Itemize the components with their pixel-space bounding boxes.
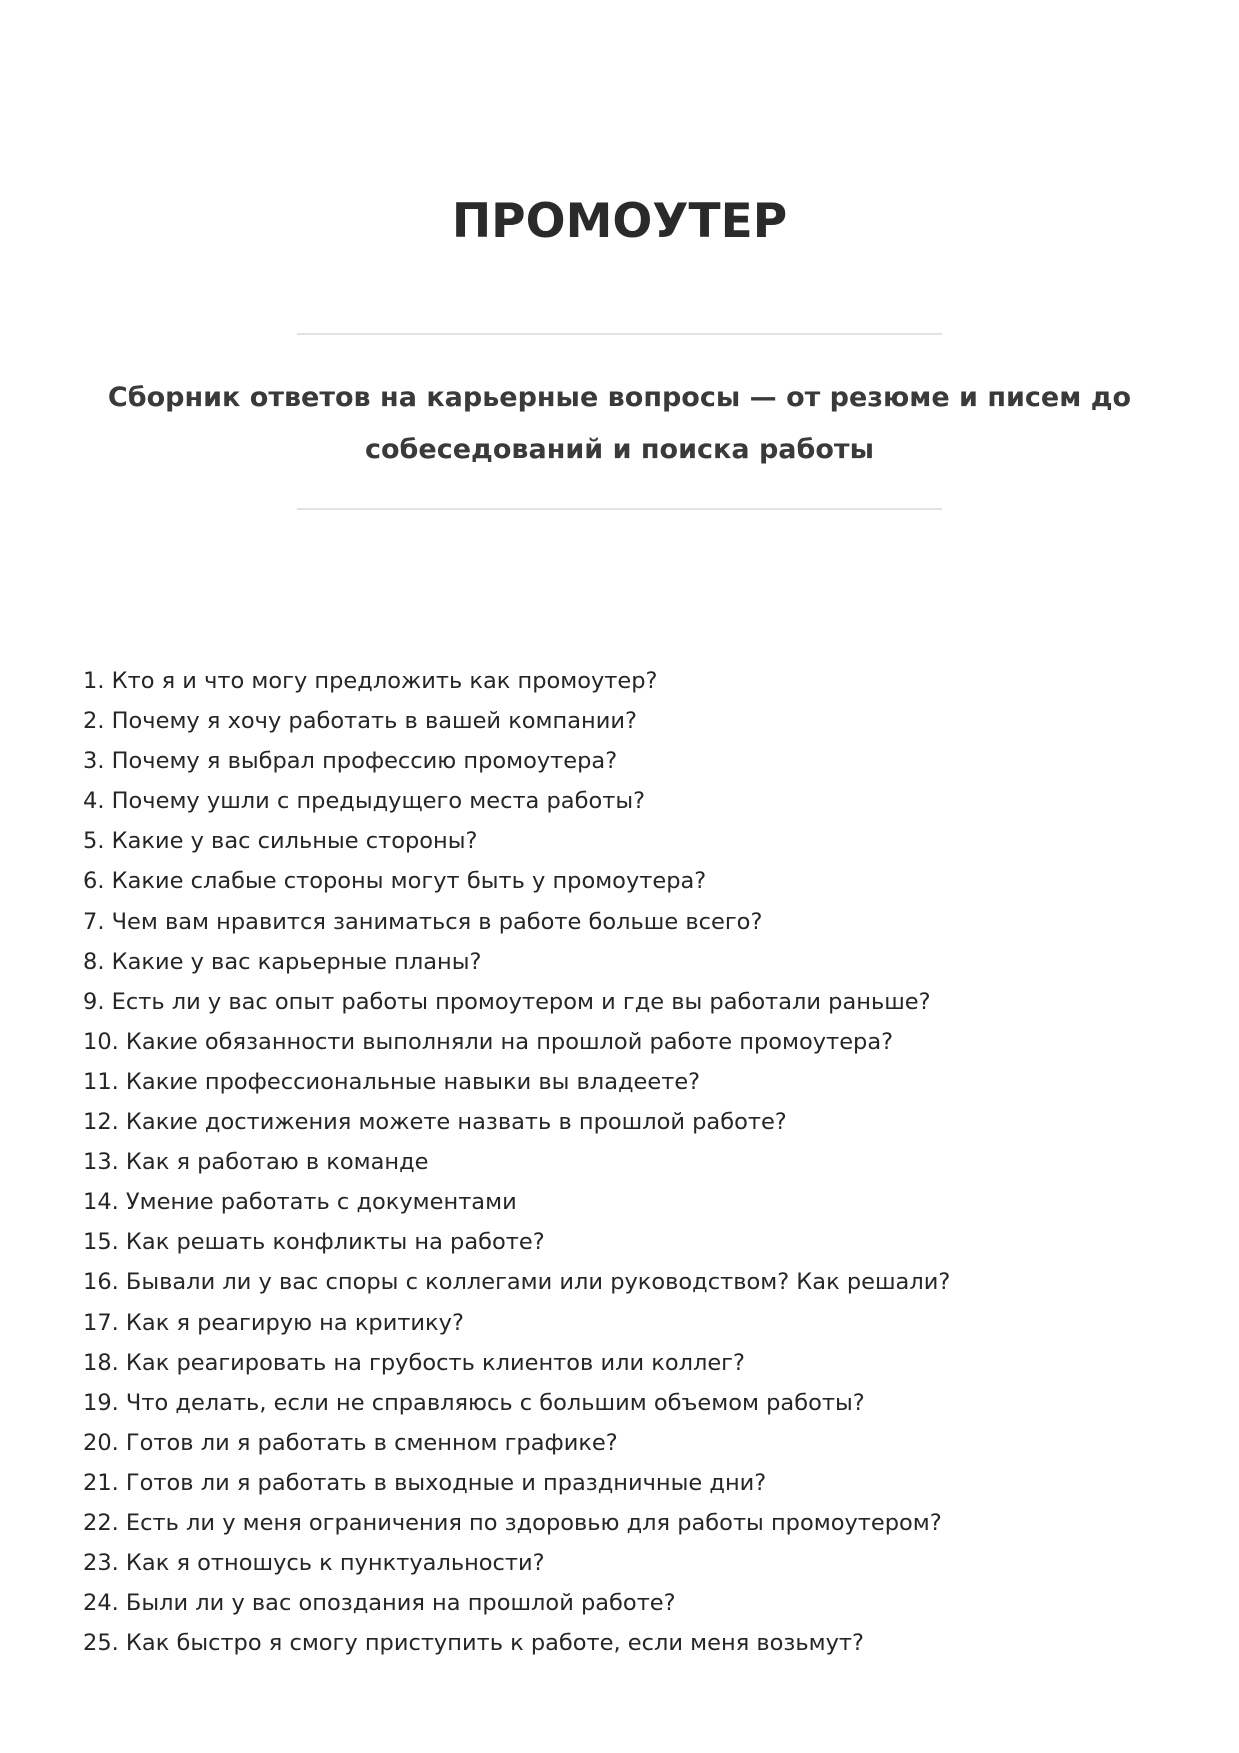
question-item: 2. Почему я хочу работать в вашей компании? <box>83 708 637 735</box>
question-item: 20. Готов ли я работать в сменном графике? <box>83 1429 618 1456</box>
question-item: 14. Умение работать с документами <box>83 1189 517 1216</box>
question-item: 6. Какие слабые стороны могут быть у промоутера? <box>83 868 707 895</box>
question-item: 13. Как я работаю в команде <box>83 1149 429 1176</box>
bottom-divider <box>297 508 942 510</box>
question-item: 18. Как реагировать на грубость клиентов или коллег? <box>83 1349 745 1376</box>
question-item: 23. Как я отношусь к пунктуальности? <box>83 1550 545 1577</box>
question-item: 7. Чем вам нравится заниматься в работе больше всего? <box>83 908 763 935</box>
question-item: 16. Бывали ли у вас споры с коллегами или руководством? Как решали? <box>83 1269 951 1296</box>
subtitle-line-1: Сборник ответов на карьерные вопросы — от резюме и писем до <box>107 382 1132 413</box>
question-item: 1. Кто я и что могу предложить как промоутер? <box>83 668 658 694</box>
page-title: ПРОМОУТЕР <box>451 194 788 249</box>
question-item: 8. Какие у вас карьерные планы? <box>83 948 482 975</box>
question-item: 3. Почему я выбрал профессию промоутера? <box>83 748 618 775</box>
question-item: 11. Какие профессиональные навыки вы владеете? <box>83 1068 701 1095</box>
question-item: 9. Есть ли у вас опыт работы промоутером и где вы работали раньше? <box>83 988 931 1015</box>
subtitle-line-2: собеседований и поиска работы <box>365 434 874 465</box>
question-item: 4. Почему ушли с предыдущего места работы? <box>83 788 646 815</box>
question-item: 5. Какие у вас сильные стороны? <box>83 828 478 855</box>
question-item: 19. Что делать, если не справляюсь с большим объемом работы? <box>83 1389 865 1416</box>
question-item: 17. Как я реагирую на критику? <box>83 1309 464 1336</box>
question-item: 10. Какие обязанности выполняли на прошлой работе промоутера? <box>83 1028 894 1055</box>
question-item: 22. Есть ли у меня ограничения по здоровью для работы промоутером? <box>83 1509 942 1536</box>
question-item: 21. Готов ли я работать в выходные и праздничные дни? <box>83 1469 767 1496</box>
question-item: 25. Как быстро я смогу приступить к работе, если меня возьмут? <box>83 1630 864 1657</box>
subtitle <box>100 372 1139 476</box>
question-item: 15. Как решать конфликты на работе? <box>83 1229 545 1256</box>
question-list <box>83 661 950 1663</box>
question-item: 24. Были ли у вас опоздания на прошлой работе? <box>83 1590 676 1617</box>
question-item: 12. Какие достижения можете назвать в прошлой работе? <box>83 1109 787 1136</box>
top-divider <box>297 333 942 335</box>
